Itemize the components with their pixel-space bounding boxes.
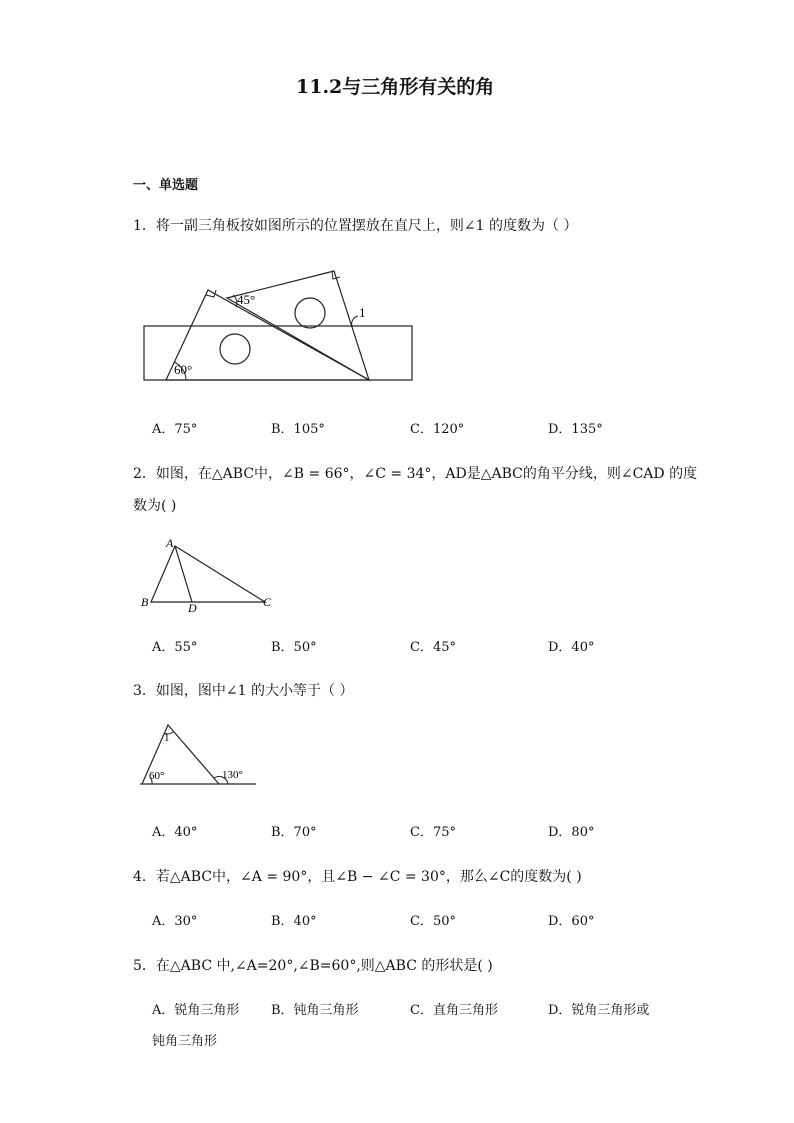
q1-option-c[interactable]: C．120° [410, 422, 465, 437]
q2-option-d[interactable]: D．40° [548, 640, 595, 655]
page-title: 11.2与三角形有关的角 [296, 76, 495, 98]
q3-option-c[interactable]: C．75° [410, 825, 456, 840]
vertex-b-label: B [141, 595, 149, 609]
q5-option-d[interactable]: D．锐角三角形或 [548, 1003, 650, 1018]
angle-45-label: 45° [237, 292, 256, 307]
question-3-stem: 3．如图，图中∠1 的大小等于（ ） [133, 683, 354, 699]
question-5-stem: 5．在△ABC 中,∠A=20°,∠B=60°,则△ABC 的形状是( ) [133, 958, 493, 974]
vertex-d-label: D [188, 601, 197, 614]
q4-option-a[interactable]: A．30° [152, 914, 198, 929]
q2-option-b[interactable]: B．50° [271, 640, 317, 655]
q4-option-b[interactable]: B．40° [271, 914, 317, 929]
angle-60-label: 60° [174, 362, 193, 377]
q5-option-b[interactable]: B．钝角三角形 [271, 1003, 359, 1018]
angle-60-label: 60° [149, 770, 165, 782]
question-4-stem: 4．若△ABC中，∠A = 90°，且∠B − ∠C = 30°，那么∠C的度数为( ) [133, 869, 582, 885]
q4-option-c[interactable]: C．50° [410, 914, 456, 929]
q5-option-c[interactable]: C．直角三角形 [410, 1003, 498, 1018]
vertex-c-label: C [263, 595, 272, 609]
q5-option-a[interactable]: A．锐角三角形 [152, 1003, 240, 1018]
question-2-figure [138, 534, 278, 614]
question-3-figure [136, 718, 264, 790]
q4-option-d[interactable]: D．60° [548, 914, 595, 929]
angle-1-label: 1 [359, 305, 366, 320]
question-2-stem-line2: 数为( ) [133, 498, 177, 514]
q3-option-b[interactable]: B．70° [271, 825, 317, 840]
angle-1-label: 1 [164, 732, 170, 744]
question-1-figure [140, 262, 420, 387]
angle-130-label: 130° [222, 769, 243, 781]
q1-option-a[interactable]: A．75° [152, 422, 198, 437]
q2-option-a[interactable]: A．55° [152, 640, 198, 655]
q2-option-c[interactable]: C．45° [410, 640, 456, 655]
section-heading: 一、单选题 [133, 178, 199, 193]
question-2-stem-line1: 2．如图，在△ABC中，∠B = 66°，∠C = 34°，AD是△ABC的角平分线，则∠CAD 的度 [133, 466, 698, 482]
vertex-a-label: A [166, 536, 174, 550]
q3-option-a[interactable]: A．40° [152, 825, 198, 840]
q3-option-d[interactable]: D．80° [548, 825, 595, 840]
q1-option-d[interactable]: D．135° [548, 422, 603, 437]
question-1-stem: 1．将一副三角板按如图所示的位置摆放在直尺上，则∠1 的度数为（ ） [133, 218, 578, 234]
q5-option-d-continuation[interactable]: 钝角三角形 [152, 1034, 218, 1049]
q1-option-b[interactable]: B．105° [271, 422, 325, 437]
